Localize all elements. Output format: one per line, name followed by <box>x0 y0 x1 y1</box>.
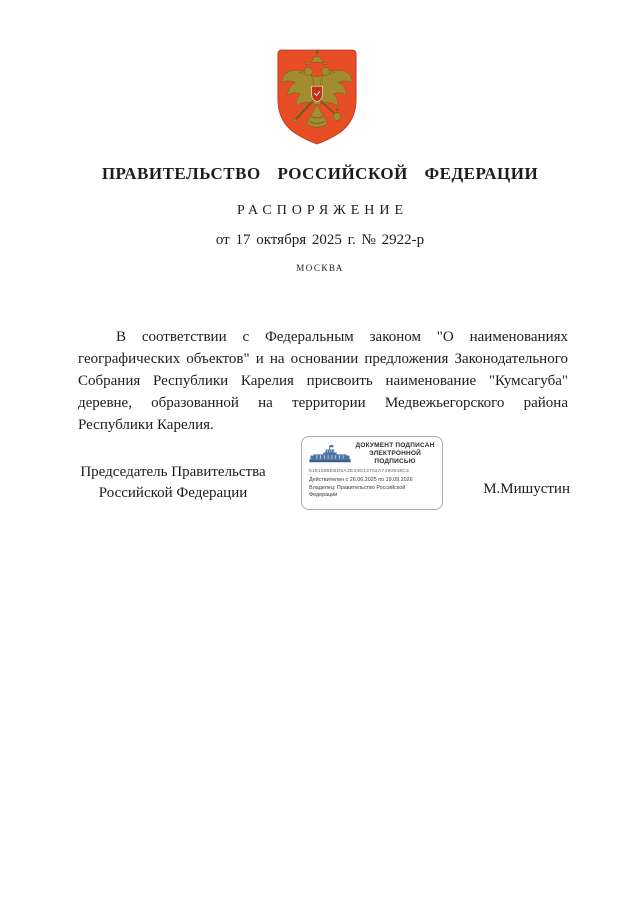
russia-coat-of-arms-icon <box>276 48 358 146</box>
stamp-title-line1: ДОКУМЕНТ ПОДПИСАН <box>355 442 435 449</box>
signer-position-line1: Председатель Правительства <box>80 464 266 480</box>
stamp-title <box>355 442 435 466</box>
document-city-label: МОСКВА <box>296 263 344 273</box>
stamp-header <box>309 442 435 466</box>
page-title: ПРАВИТЕЛЬСТВО РОССИЙСКОЙ ФЕДЕРАЦИИ <box>101 164 539 183</box>
signer-name: М.Мишустин <box>483 481 570 497</box>
body-line: деревне, образованной на территории Медвежьегорского района <box>78 395 568 411</box>
document-body <box>78 326 568 436</box>
electronic-signature-stamp <box>301 436 443 510</box>
document-type-label: РАСПОРЯЖЕНИЕ <box>236 203 409 218</box>
body-line: В соответствии с Федеральным законом "О наименованиях <box>116 329 568 345</box>
body-line: Собрания Республики Карелия присвоить наименование "Кумсагуба" <box>78 373 568 389</box>
stamp-validity-dates: Действителен с 26.06.2025 по 19.09.2026 <box>309 477 413 483</box>
signer-position <box>78 462 268 504</box>
government-building-icon <box>309 444 351 464</box>
stamp-title-line2: ЭЛЕКТРОННОЙ ПОДПИСЬЮ <box>369 450 421 465</box>
stamp-certificate-number: 5181588EBD6A3E34D13702A7490948C3 <box>309 469 410 474</box>
body-line: географических объектов" и на основании предложения Законодательного <box>78 351 568 367</box>
document-date-number: от 17 октября 2025 г. № 2922-р <box>215 232 425 248</box>
body-line: Республики Карелия. <box>78 417 214 433</box>
stamp-owner: Владелец: Правительство Российской Федерации <box>309 485 406 498</box>
signer-position-line2: Российской Федерации <box>98 485 248 501</box>
